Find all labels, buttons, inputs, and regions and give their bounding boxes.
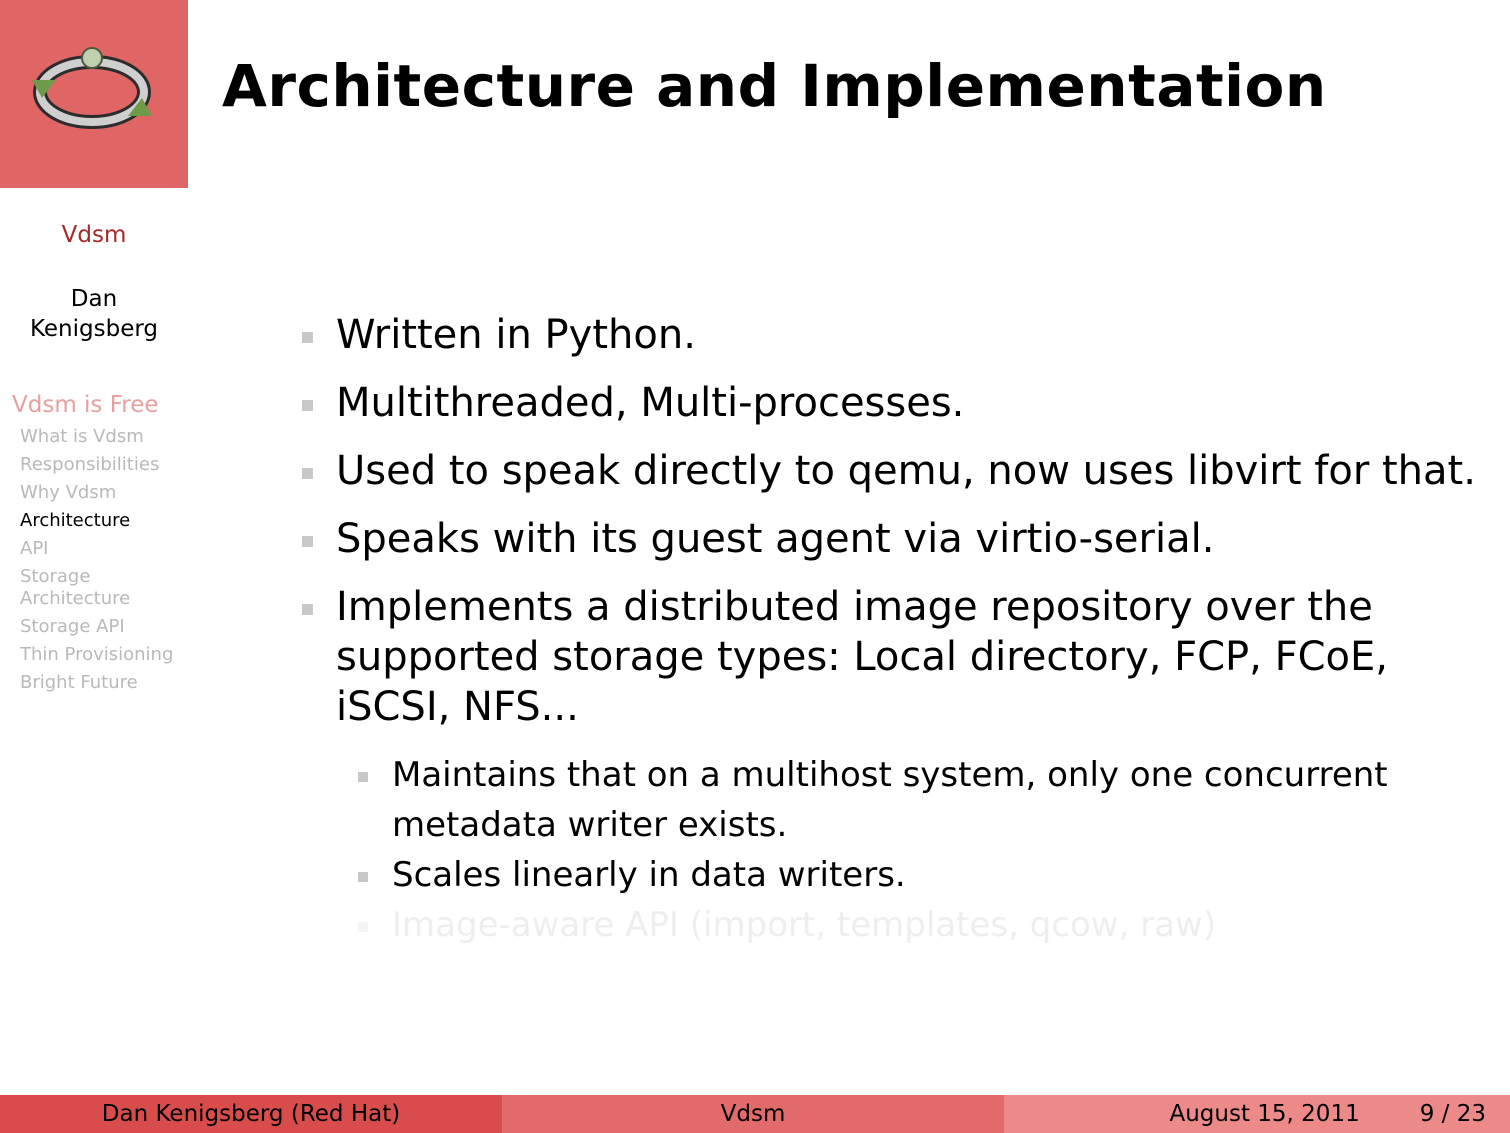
sub-bullet-item-faded: Image-aware API (import, templates, qcow, raw) (356, 900, 1480, 950)
bullet-item: Speaks with its guest agent via virtio-serial. (300, 514, 1480, 564)
bullet-item: Written in Python. (300, 310, 1480, 360)
bullet-item: Multithreaded, Multi-processes. (300, 378, 1480, 428)
nav-section-title[interactable]: Vdsm is Free (12, 392, 159, 418)
bullet-list (300, 310, 1480, 732)
nav-item-bright-future[interactable]: Bright Future (20, 672, 138, 693)
bullet-item (300, 582, 1480, 732)
sub-bullet-list (356, 750, 1480, 950)
slide-content (300, 310, 1480, 950)
slide-title: Architecture and Implementation (222, 52, 1327, 120)
nav-item-thin-provisioning[interactable]: Thin Provisioning (20, 644, 174, 665)
nav-item-responsibilities[interactable]: Responsibilities (20, 454, 160, 475)
footer-title (502, 1095, 1004, 1133)
footer-author (0, 1095, 502, 1133)
footer-title-text: Vdsm (720, 1101, 786, 1127)
author-first-name: Dan (70, 286, 118, 312)
sidebar-nav (20, 426, 188, 700)
author-last-name: Kenigsberg (29, 316, 159, 342)
nav-item-what-is-vdsm[interactable]: What is Vdsm (20, 426, 144, 447)
footer-date-page (1004, 1095, 1510, 1133)
bullet-text: Implements a distributed image repository over the supported storage types: Local directory, FCP, FCoE, iSCSI, NFS... (336, 584, 1388, 730)
nav-item-api[interactable]: API (20, 538, 49, 559)
nav-item-storage-architecture[interactable]: Storage Architecture (20, 566, 131, 609)
author-name (0, 284, 188, 344)
sub-bullet-item: Scales linearly in data writers. (356, 850, 1480, 900)
footer-bar (0, 1095, 1510, 1133)
sub-bullet-item: Maintains that on a multihost system, only one concurrent metadata writer exists. (356, 750, 1480, 850)
nav-item-why-vdsm[interactable]: Why Vdsm (20, 482, 117, 503)
logo-panel (0, 0, 188, 188)
presentation-short-title[interactable]: Vdsm (61, 222, 127, 248)
footer-date: August 15, 2011 (1169, 1101, 1360, 1127)
nav-item-architecture[interactable]: Architecture (20, 510, 131, 531)
bullet-item: Used to speak directly to qemu, now uses libvirt for that. (300, 446, 1480, 496)
footer-author-text: Dan Kenigsberg (Red Hat) (101, 1101, 401, 1127)
page-number: 9 / 23 (1419, 1101, 1486, 1127)
nav-item-storage-api[interactable]: Storage API (20, 616, 125, 637)
ring-logo-icon (30, 40, 158, 140)
